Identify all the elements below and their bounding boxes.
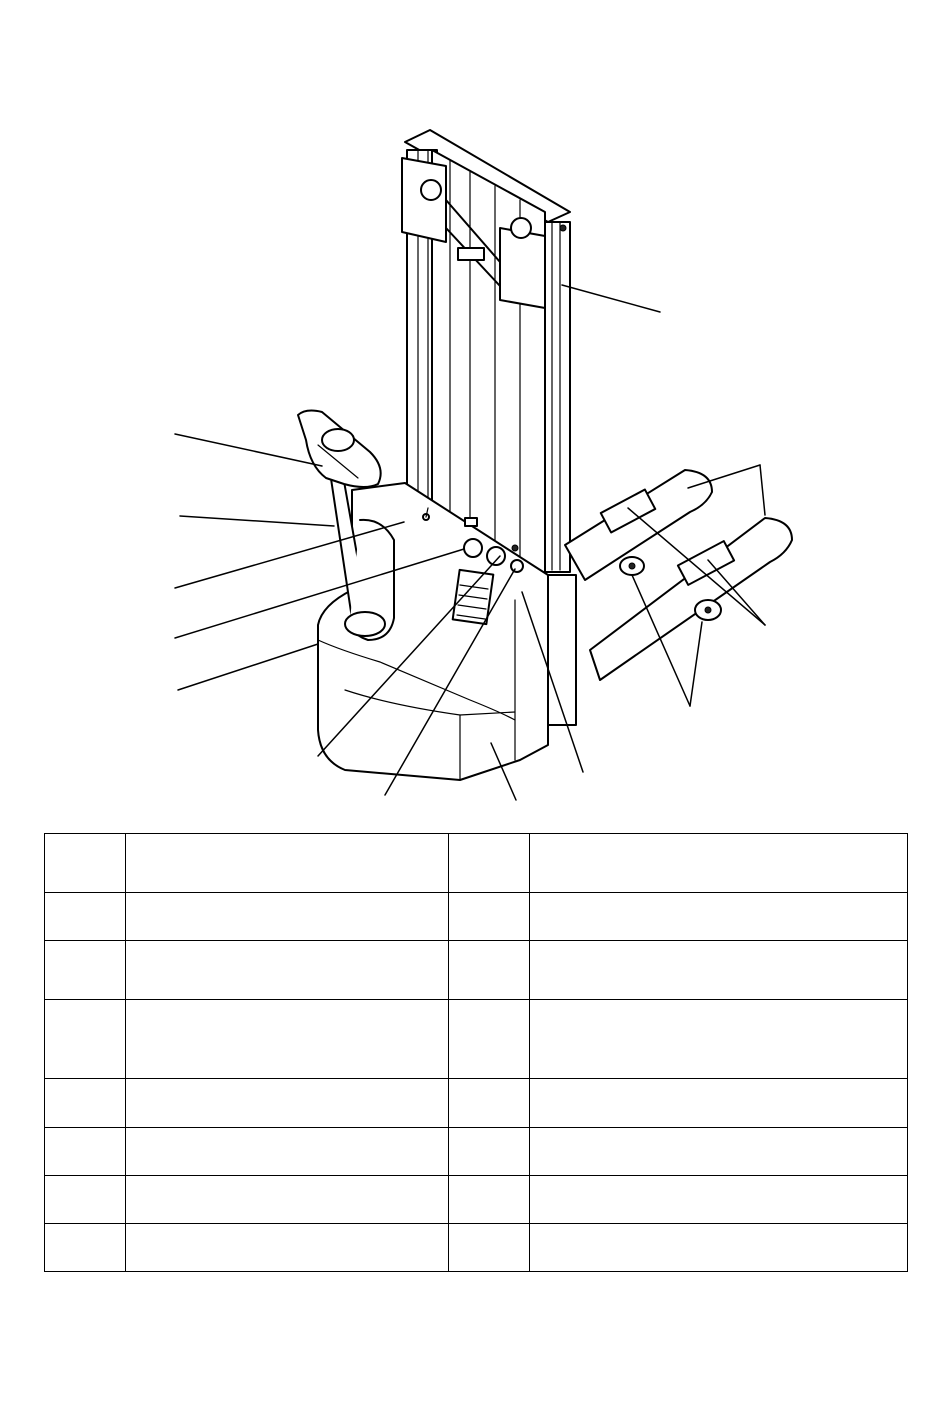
part-number-cell (45, 1224, 126, 1272)
part-number-cell (449, 1224, 530, 1272)
part-name-cell (530, 1079, 908, 1128)
part-name-cell (126, 1224, 449, 1272)
leader-line (690, 622, 702, 706)
part-name-cell (530, 834, 908, 893)
part-name-cell (530, 941, 908, 1000)
part-name-cell (530, 893, 908, 941)
table-row (45, 1128, 908, 1176)
part-name-cell (530, 1176, 908, 1224)
part-number-cell (45, 1128, 126, 1176)
part-name-cell (126, 1000, 449, 1079)
table-row (45, 893, 908, 941)
part-number-cell (449, 1079, 530, 1128)
leader-line (760, 465, 765, 515)
part-number-cell (449, 1128, 530, 1176)
table-row (45, 1224, 908, 1272)
leader-line (180, 516, 334, 526)
table-row (45, 941, 908, 1000)
part-number-cell (45, 1176, 126, 1224)
part-name-cell (126, 941, 449, 1000)
part-number-cell (449, 941, 530, 1000)
forks (565, 470, 792, 680)
part-name-cell (530, 1224, 908, 1272)
part-number-cell (449, 1176, 530, 1224)
part-name-cell (126, 1176, 449, 1224)
leader-line (175, 434, 322, 466)
part-name-cell (126, 893, 449, 941)
part-number-cell (45, 941, 126, 1000)
part-name-cell (126, 1079, 449, 1128)
part-number-cell (45, 1079, 126, 1128)
leader-line (178, 644, 318, 690)
table-row (45, 1176, 908, 1224)
table-row (45, 834, 908, 893)
part-number-cell (449, 834, 530, 893)
part-number-cell (45, 893, 126, 941)
part-name-cell (530, 1000, 908, 1079)
table-row (45, 1079, 908, 1128)
part-number-cell (45, 834, 126, 893)
part-number-cell (449, 893, 530, 941)
part-number-cell (449, 1000, 530, 1079)
part-name-cell (126, 834, 449, 893)
part-number-cell (45, 1000, 126, 1079)
part-name-cell (126, 1128, 449, 1176)
part-name-cell (530, 1128, 908, 1176)
table-row (45, 1000, 908, 1079)
parts-table (44, 833, 908, 1272)
leader-line (562, 285, 660, 312)
